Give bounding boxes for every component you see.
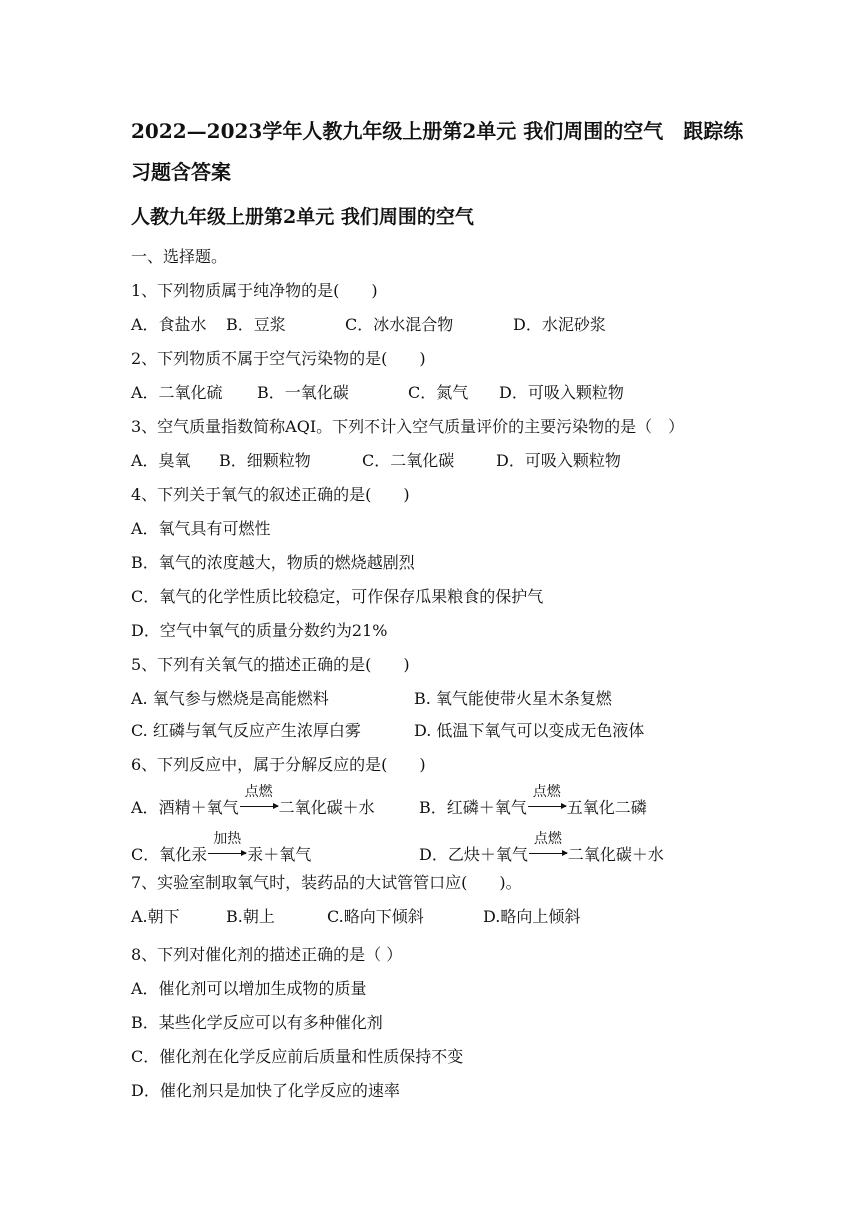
option-d: D．可吸入颗粒物: [499, 383, 624, 402]
option-b: B.朝上: [226, 907, 275, 926]
question-5-options-row-1: [131, 689, 612, 709]
option-a: A．二氧化硫: [131, 383, 223, 402]
option-c: [131, 831, 419, 865]
option-c: C.略向下倾斜: [327, 907, 424, 926]
products: 二氧化碳＋水: [278, 798, 375, 817]
option-prefix: A．: [131, 798, 159, 817]
question-4-option-a: A．氧气具有可燃性: [131, 519, 271, 538]
question-5-options-row-2: [131, 721, 644, 741]
reaction-condition: 点燃: [244, 784, 273, 800]
question-8-stem: 8、下列对催化剂的描述正确的是（ ）: [131, 945, 403, 964]
option-b: B. 氧气能使带火星木条复燃: [414, 689, 612, 708]
question-4-option-c: C．氧气的化学性质比较稳定，可作保存瓜果粮食的保护气: [131, 587, 544, 606]
question-1-options: [131, 315, 606, 335]
reaction-arrow: [529, 831, 567, 865]
question-8-option-b: B．某些化学反应可以有多种催化剂: [131, 1013, 383, 1032]
option-c: C. 红磷与氧气反应产生浓厚白雾: [131, 721, 361, 740]
reactants: 氧化汞: [159, 845, 208, 864]
arrow-icon: [240, 806, 278, 807]
option-a: A.朝下: [131, 907, 180, 926]
option-d: D.略向上倾斜: [483, 907, 581, 926]
reactants: 酒精＋氧气: [158, 798, 239, 817]
option-prefix: C．: [131, 845, 160, 864]
question-8-option-c: C．催化剂在化学反应前后质量和性质保持不变: [131, 1047, 464, 1066]
document-title-line-1: 2022—2023学年人教九年级上册第2单元 我们周围的空气 跟踪练: [131, 119, 744, 143]
option-prefix: D．: [419, 845, 448, 864]
reaction-condition: 点燃: [532, 784, 561, 800]
products: 汞＋氧气: [247, 845, 312, 864]
question-8-option-d: D．催化剂只是加快了化学反应的速率: [131, 1081, 400, 1100]
question-7-options: [131, 907, 580, 927]
question-3-stem: 3、空气质量指数简称AQI。下列不计入空气质量评价的主要污染物的是（ ）: [131, 417, 685, 436]
reaction-condition: 点燃: [533, 831, 562, 847]
reaction-arrow: [528, 784, 566, 818]
option-a: A. 氧气参与燃烧是高能燃料: [131, 689, 329, 708]
reactants: 乙炔＋氧气: [447, 845, 528, 864]
option-a: A．食盐水: [131, 315, 207, 334]
option-prefix: B．: [419, 798, 447, 817]
reaction-condition: 加热: [213, 831, 242, 847]
question-3-options: [131, 451, 621, 471]
document-title-line-2: 习题含答案: [131, 160, 231, 184]
reaction-arrow: [208, 831, 246, 865]
option-a: A．臭氧: [131, 451, 191, 470]
arrow-icon: [528, 806, 566, 807]
reaction-arrow: [240, 784, 278, 818]
question-8-option-a: A．催化剂可以增加生成物的质量: [131, 979, 367, 998]
option-d: [419, 831, 664, 865]
question-6-options-row-2: [131, 831, 664, 865]
question-7-stem: 7、实验室制取氧气时，装药品的大试管管口应( )。: [131, 873, 522, 892]
products: 五氧化二磷: [566, 798, 647, 817]
question-1-stem: 1、下列物质属于纯净物的是( ): [131, 281, 378, 300]
option-b: B．豆浆: [226, 315, 286, 334]
option-c: C．冰水混合物: [345, 315, 454, 334]
option-b: [419, 784, 647, 818]
option-d: D．水泥砂浆: [513, 315, 606, 334]
option-a: [131, 784, 419, 818]
question-6-stem: 6、下列反应中，属于分解反应的是( ): [131, 755, 426, 774]
question-2-stem: 2、下列物质不属于空气污染物的是( ): [131, 349, 426, 368]
question-4-option-d: D．空气中氧气的质量分数约为21%: [131, 621, 388, 640]
section-subtitle: 人教九年级上册第2单元 我们周围的空气: [131, 206, 474, 228]
option-c: C．二氧化碳: [362, 451, 455, 470]
question-6-options-row-1: [131, 784, 647, 818]
option-b: B．细颗粒物: [219, 451, 311, 470]
option-b: B．一氧化碳: [257, 383, 349, 402]
arrow-icon: [529, 853, 567, 854]
option-d: D．可吸入颗粒物: [496, 451, 621, 470]
option-c: C．氮气: [408, 383, 469, 402]
question-2-options: [131, 383, 624, 403]
option-d: D. 低温下氧气可以变成无色液体: [414, 721, 645, 740]
reactants: 红磷＋氧气: [446, 798, 527, 817]
question-5-stem: 5、下列有关氧气的描述正确的是( ): [131, 655, 410, 674]
products: 二氧化碳＋水: [567, 845, 664, 864]
arrow-icon: [208, 853, 246, 854]
section-heading: 一、选择题。: [131, 247, 228, 266]
question-4-option-b: B．氧气的浓度越大，物质的燃烧越剧烈: [131, 553, 415, 572]
question-4-stem: 4、下列关于氧气的叙述正确的是( ): [131, 485, 410, 504]
